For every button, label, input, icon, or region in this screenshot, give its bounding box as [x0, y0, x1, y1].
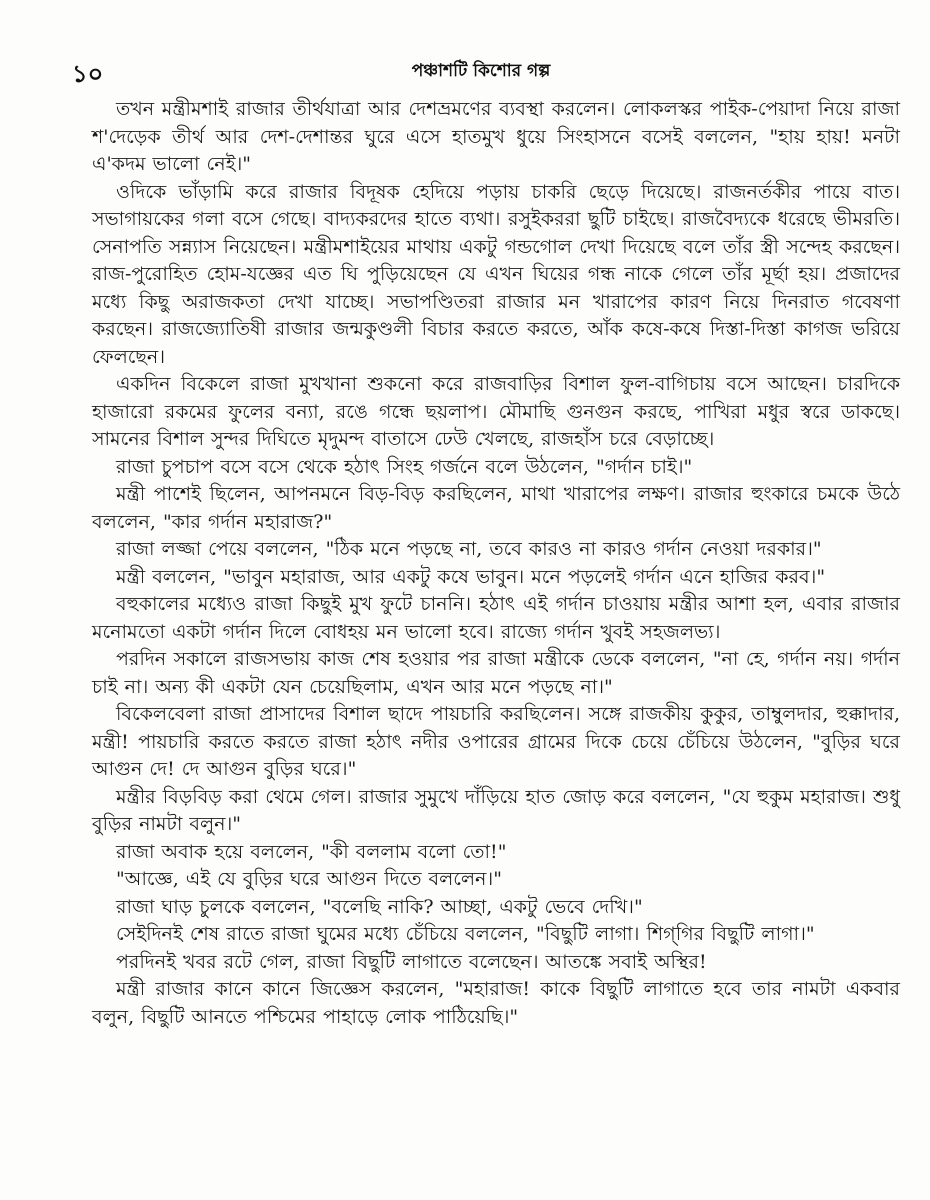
paragraph: পরদিন সকালে রাজসভায় কাজ শেষ হওয়ার পর রাজা মন্ত্রীকে ডেকে বললেন, "না হে, গর্দান নয়। গর্দান চাই না। অন্য কী একটা যেন চেয়েছিলাম, এখন আর মনে পড়ছে না।": [92, 648, 900, 698]
paragraph: "আজ্ঞে, এই যে বুড়ির ঘরে আগুন দিতে বললেন।": [116, 868, 502, 890]
paragraph: তখন মন্ত্রীমশাই রাজার তীর্থযাত্রা আর দেশভ্রমণের ব্যবস্থা করলেন। লোকলস্কর পাইক-পেয়াদা নিয়ে রাজা শ'দেড়েক তীর্থ আর দেশ-দেশান্তর ঘুরে এসে হাতমুখ ধুয়ে সিংহাসনে বসেই বললেন, "হায় হায়! মনটা এ'কদম ভালো নেই।": [92, 98, 900, 175]
paragraph: মন্ত্রী রাজার কানে কানে জিজ্ঞেস করলেন, "মহারাজ! কাকে বিছুটি লাগাতে হবে তার নামটা একবার বলুন, বিছুটি আনতে পশ্চিমের পাহাড়ে লোক পাঠিয়েছি।": [92, 978, 900, 1028]
paragraph: বহুকালের মধ্যেও রাজা কিছুই মুখ ফুটে চাননি। হঠাৎ এই গর্দান চাওয়ায় মন্ত্রীর আশা হল, এবার রাজার মনোমতো একটা গর্দান দিলে বোধহয় মন ভালো হবে। রাজ্যে গর্দান খুবই সহজলভ্য।: [92, 593, 900, 643]
paragraph: ওদিকে ভাঁড়ামি করে রাজার বিদূষক হেদিয়ে পড়ায় চাকরি ছেড়ে দিয়েছে। রাজনর্তকীর পায়ে বাত। সভাগায়কের গলা বসে গেছে। বাদ্যকরদের হাতে ব্যথা। রসুইকররা ছুটি চাইছে। রাজবৈদ্যকে ধরেছে ভীমরতি। সেনাপতি সন্ন্যাস নিয়েছেন। মন্ত্রীমশাইয়ের মাথায় একটু গন্ডগোল দেখা দিয়েছে বলে তাঁর স্ত্রী সন্দেহ করছেন। রাজ-পুরোহিত হোম-যজ্ঞের এত ঘি পুড়িয়েছেন যে এখন ঘিয়ের গন্ধ নাকে গেলে তাঁর মূর্ছা হয়। প্রজাদের মধ্যে কিছু অরাজকতা দেখা যাচ্ছে। সভাপণ্ডিতরা রাজার মন খারাপের কারণ নিয়ে দিনরাত গবেষণা করছেন। রাজজ্যোতিষী রাজার জন্মকুণ্ডলী বিচার করতে করতে, আঁক কষে-কষে দিস্তা-দিস্তা কাগজ ভরিয়ে ফেলছেন।: [92, 180, 900, 368]
paragraph: মন্ত্রী পাশেই ছিলেন, আপনমনে বিড়-বিড় করছিলেন, মাথা খারাপের লক্ষণ। রাজার হুংকারে চমকে উঠে বললেন, "কার গর্দান মহারাজ?": [92, 483, 900, 533]
paragraph: পরদিনই খবর রটে গেল, রাজা বিছুটি লাগাতে বলেছেন। আতঙ্কে সবাই অস্থির!: [116, 950, 707, 973]
paragraph: রাজা অবাক হয়ে বললেন, "কী বললাম বলো তো!": [116, 840, 507, 863]
paragraph: একদিন বিকেলে রাজা মুখখানা শুকনো করে রাজবাড়ির বিশাল ফুল-বাগিচায় বসে আছেন। চারদিকে হাজারো রকমের ফুলের বন্যা, রঙে গন্ধে ছয়লাপ। মৌমাছি গুনগুন করছে, পাখিরা মধুর স্বরে ডাকছে। সামনের বিশাল সুন্দর দিঘিতে মৃদুমন্দ বাতাসে ঢেউ খেলছে, রাজহাঁস চরে বেড়াচ্ছে।: [92, 373, 900, 450]
paragraph: রাজা লজ্জা পেয়ে বললেন, "ঠিক মনে পড়ছে না, তবে কারও না কারও গর্দান নেওয়া দরকার।": [116, 538, 822, 560]
page-number: ১০: [72, 59, 104, 88]
story-text: [92, 96, 900, 1031]
page-header: [72, 52, 890, 92]
paragraph: রাজা ঘাড় চুলকে বললেন, "বলেছি নাকি? আচ্ছা, একটু ভেবে দেখি।": [116, 895, 643, 918]
paragraph: মন্ত্রী বললেন, "ভাবুন মহারাজ, আর একটু কষে ভাবুন। মনে পড়লেই গর্দান এনে হাজির করব।": [116, 565, 826, 588]
paragraph: মন্ত্রীর বিড়বিড় করা থেমে গেল। রাজার সুমুখে দাঁড়িয়ে হাত জোড় করে বললেন, "যে হুকুম মহারাজ। শুধু বুড়ির নামটা বলুন।": [92, 785, 900, 835]
paragraph: রাজা চুপচাপ বসে বসে থেকে হঠাৎ সিংহ গর্জনে বলে উঠলেন, "গর্দান চাই।": [116, 455, 693, 478]
paragraph: বিকেলবেলা রাজা প্রাসাদের বিশাল ছাদে পায়চারি করছিলেন। সঙ্গে রাজকীয় কুকুর, তাম্বুলদার, হুক্কাদার, মন্ত্রী! পায়চারি করতে করতে রাজা হঠাৎ নদীর ওপারের গ্রামের দিকে চেয়ে চেঁচিয়ে উঠলেন, "বুড়ির ঘরে আগুন দে! দে আগুন বুড়ির ঘরে।": [92, 703, 900, 780]
paragraph: সেইদিনই শেষ রাতে রাজা ঘুমের মধ্যে চেঁচিয়ে বললেন, "বিছুটি লাগা। শিগ্‌গির বিছুটি লাগা।": [116, 923, 815, 945]
running-title: পঞ্চাশটি কিশোর গল্প: [411, 61, 551, 81]
